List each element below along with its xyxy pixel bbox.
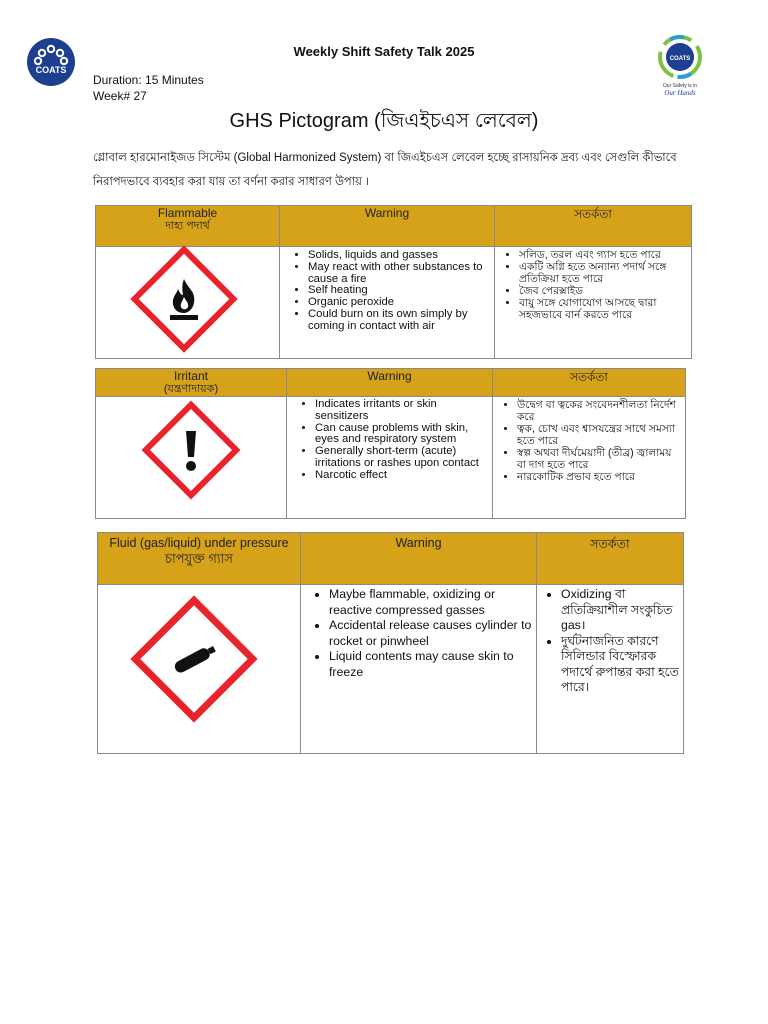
category-header <box>96 369 287 397</box>
category-label: Irritant <box>173 369 208 383</box>
week-text: Week# 27 <box>93 89 147 103</box>
warning-item: • Accidental release causes cylinder to rocket or pinwheel <box>329 618 532 649</box>
svg-text:Our Hands: Our Hands <box>664 89 696 97</box>
warning-item: • Maybe flammable, oxidizing or reactive compressed gasses <box>329 587 532 618</box>
category-label-bn: (যন্ত্রণাদায়ক) <box>163 383 219 395</box>
meta-block <box>93 72 204 104</box>
caution-cell <box>495 247 692 359</box>
category-label-bn: চাপযুক্ত গ্যাস <box>165 551 233 566</box>
caution-header: সতর্কতা <box>537 533 684 585</box>
warning-header: Warning <box>287 369 493 397</box>
warning-item: • Organic peroxide <box>308 297 490 309</box>
gas-cylinder-icon <box>165 633 225 685</box>
pictogram-cell <box>96 397 287 519</box>
caution-item: • ত্বক, চোখ এবং শ্বাসযন্ত্রের সাথে সমস্যা হতে পারে <box>517 423 681 447</box>
svg-text:COATS: COATS <box>669 56 691 62</box>
warning-item: • May react with other substances to cause a fire <box>308 262 490 286</box>
svg-text:COATS: COATS <box>35 65 67 75</box>
caution-cell <box>537 585 684 754</box>
ghs-table-flammable <box>95 205 692 359</box>
ghs-table-irritant <box>95 368 686 519</box>
exclamation-icon <box>181 429 201 473</box>
page-title: GHS Pictogram (জিএইচএস লেবেল) <box>229 110 539 132</box>
category-label: Fluid (gas/liquid) under pressure <box>109 536 289 550</box>
caution-item: • উদ্বেগ বা ত্বকের সংবেদনশীলতা নির্দেশ করে <box>517 399 681 423</box>
intro-paragraph: গ্লোবাল হারমোনাইজড সিস্টেম (Global Harmonized System) বা জিএইচএস লেবেল হচ্ছে রাসায়নিক দ্রব্য এবং সেগুলি কীভাবে নিরাপদভাবে ব্যবহার করা যায় তা বর্ণনা করার সাধারণ উপায় । <box>93 152 677 188</box>
pictogram-cell <box>96 247 280 359</box>
warning-item: • Self heating <box>308 285 490 297</box>
warning-item: • Liquid contents may cause skin to freeze <box>329 649 532 680</box>
caution-item: • দুর্ঘটনাজনিত কারণে সিলিন্ডার বিস্ফোরক পদার্থে রুপান্তর করা হতে পারে। <box>561 634 679 696</box>
warning-item: • Solids, liquids and gasses <box>308 250 490 262</box>
duration-text: Duration: 15 Minutes <box>93 73 204 87</box>
header-title: Weekly Shift Safety Talk 2025 <box>293 44 475 59</box>
caution-item: • নারকোটিক প্রভাব হতে পারে <box>517 471 681 483</box>
flame-icon <box>162 275 206 323</box>
category-header <box>98 533 301 585</box>
warning-cell <box>301 585 537 754</box>
category-label: Flammable <box>157 206 218 220</box>
caution-header: সতর্কতা <box>495 206 692 247</box>
caution-item: • জৈব পেরক্সাইড <box>519 285 687 297</box>
caution-cell <box>493 397 686 519</box>
warning-header: Warning <box>301 533 537 585</box>
warning-cell <box>287 397 493 519</box>
warning-item: • Can cause problems with skin, eyes and respiratory system <box>315 423 488 447</box>
ghs-table-pressure <box>97 532 684 754</box>
warning-item: • Indicates irritants or skin sensitizers <box>315 399 488 423</box>
warning-item: • Could burn on its own simply by coming in contact with air <box>308 309 490 333</box>
category-header <box>96 206 280 247</box>
caution-item: • বায়ু সঙ্গে যোগাযোগ আসছে দ্বারা সহজভাবে বার্ন করতে পারে <box>519 297 687 321</box>
caution-header: সতর্কতা <box>493 369 686 397</box>
caution-item: • স্বল্প অথবা দীর্ঘমেয়াদী (তীব্র) জ্বালাময় বা দাগ হতে পারে <box>517 447 681 471</box>
pictogram-cell <box>98 585 301 754</box>
caution-item: • একটি অগ্নি হতে অন্যান্য পদার্থ সঙ্গে প্রতিক্রিয়া হতে পারে <box>519 261 687 285</box>
warning-header: Warning <box>280 206 495 247</box>
warning-cell <box>280 247 495 359</box>
svg-text:Our Safety is in: Our Safety is in <box>662 83 698 89</box>
category-label-bn: দাহ্য পদার্থ <box>165 220 210 232</box>
warning-item: • Narcotic effect <box>315 470 488 482</box>
warning-item: • Generally short-term (acute) irritations or rashes upon contact <box>315 446 488 470</box>
caution-item: • Oxidizing বা প্রতিক্রিয়াশীল সংকুচিত gas। <box>561 587 679 634</box>
caution-item: • সলিড, তরল এবং গ্যাস হতে পারে <box>519 249 687 261</box>
